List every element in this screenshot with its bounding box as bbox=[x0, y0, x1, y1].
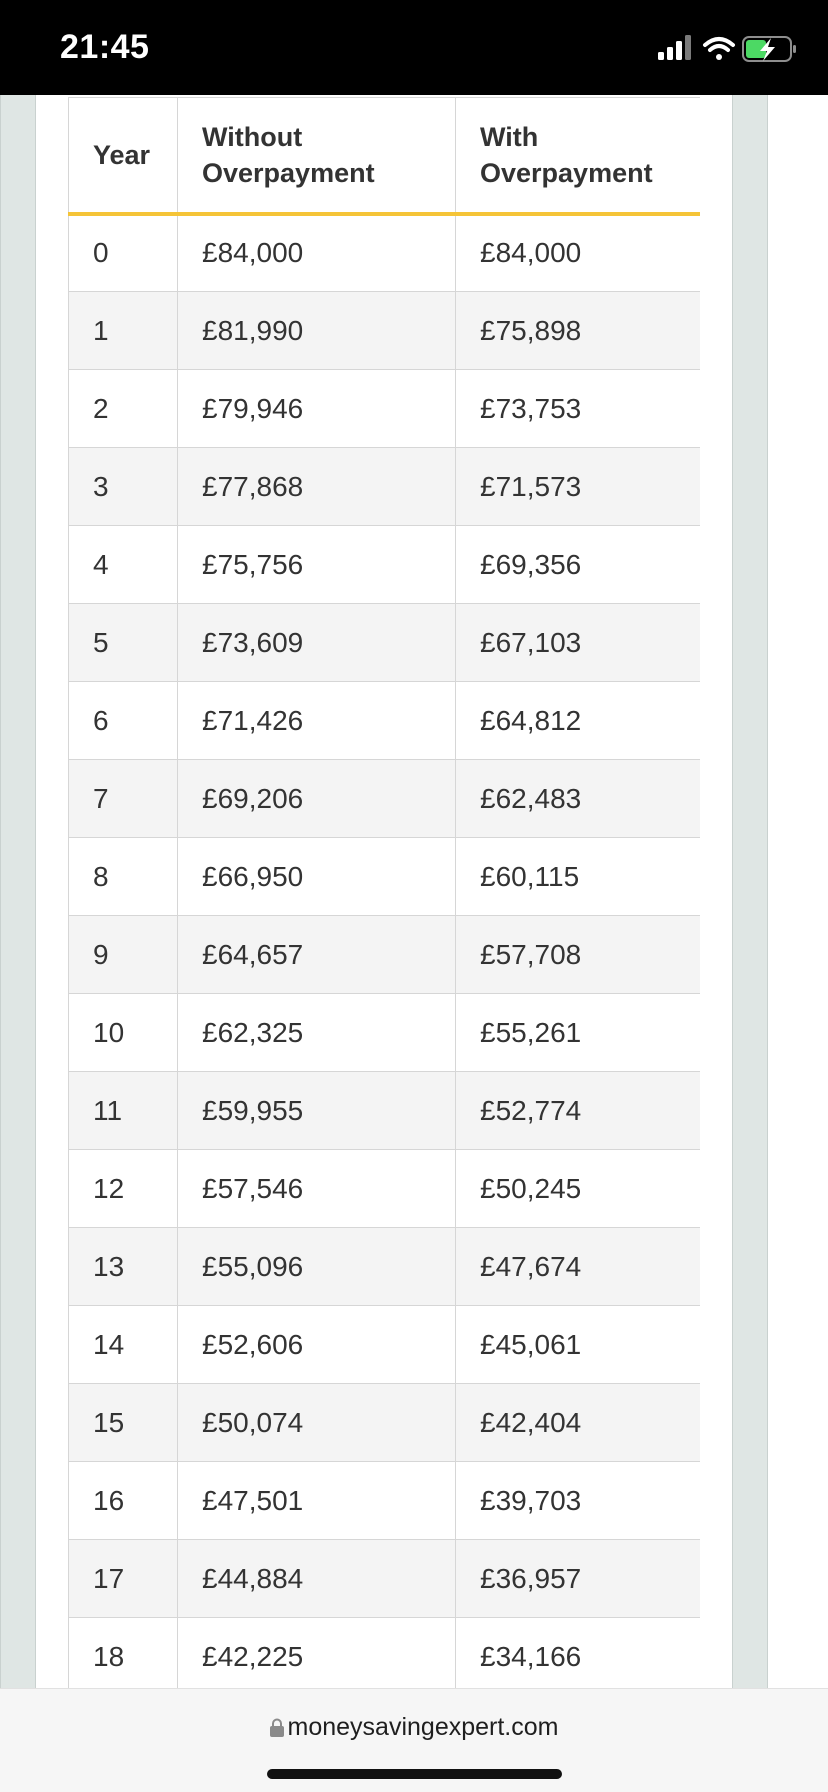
table-row bbox=[69, 448, 701, 526]
cell-year: 17 bbox=[69, 1540, 178, 1618]
cell-with: £71,573 bbox=[456, 448, 701, 526]
table-row bbox=[69, 1306, 701, 1384]
table-row bbox=[69, 994, 701, 1072]
cell-year: 0 bbox=[69, 214, 178, 292]
header-with-overpayment: With Overpayment bbox=[456, 98, 701, 214]
cell-with: £73,753 bbox=[456, 370, 701, 448]
battery-charging-icon bbox=[743, 37, 796, 61]
cell-year: 14 bbox=[69, 1306, 178, 1384]
table-row bbox=[69, 1072, 701, 1150]
cell-with: £52,774 bbox=[456, 1072, 701, 1150]
cell-without: £69,206 bbox=[178, 760, 456, 838]
cell-with: £47,674 bbox=[456, 1228, 701, 1306]
left-gutter bbox=[0, 95, 36, 1688]
table-row bbox=[69, 1384, 701, 1462]
table-row bbox=[69, 370, 701, 448]
cell-with: £57,708 bbox=[456, 916, 701, 994]
cell-with: £36,957 bbox=[456, 1540, 701, 1618]
table-row bbox=[69, 1228, 701, 1306]
cell-without: £81,990 bbox=[178, 292, 456, 370]
browser-url-bar[interactable] bbox=[0, 1688, 828, 1792]
overpayment-table-container[interactable] bbox=[68, 97, 700, 1688]
table-row bbox=[69, 526, 701, 604]
cell-without: £79,946 bbox=[178, 370, 456, 448]
cell-without: £57,546 bbox=[178, 1150, 456, 1228]
cell-with: £75,898 bbox=[456, 292, 701, 370]
cell-with: £34,166 bbox=[456, 1618, 701, 1689]
cell-year: 13 bbox=[69, 1228, 178, 1306]
cell-with: £62,483 bbox=[456, 760, 701, 838]
url-display[interactable] bbox=[0, 1713, 828, 1745]
cell-with: £55,261 bbox=[456, 994, 701, 1072]
cell-without: £55,096 bbox=[178, 1228, 456, 1306]
url-text[interactable]: moneysavingexpert.com bbox=[287, 1713, 559, 1741]
table-row bbox=[69, 604, 701, 682]
table-row bbox=[69, 760, 701, 838]
table-row bbox=[69, 682, 701, 760]
cell-year: 3 bbox=[69, 448, 178, 526]
status-time: 21:45 bbox=[60, 28, 150, 66]
table-row bbox=[69, 1618, 701, 1689]
table-row bbox=[69, 838, 701, 916]
cell-without: £47,501 bbox=[178, 1462, 456, 1540]
cell-year: 5 bbox=[69, 604, 178, 682]
cell-year: 18 bbox=[69, 1618, 178, 1689]
cell-with: £67,103 bbox=[456, 604, 701, 682]
status-bar bbox=[0, 0, 828, 95]
table-row bbox=[69, 916, 701, 994]
cell-without: £71,426 bbox=[178, 682, 456, 760]
right-gutter bbox=[732, 95, 768, 1688]
table-header-row bbox=[69, 98, 701, 214]
cell-with: £50,245 bbox=[456, 1150, 701, 1228]
cellular-signal-icon bbox=[658, 35, 691, 60]
cell-year: 10 bbox=[69, 994, 178, 1072]
cell-without: £42,225 bbox=[178, 1618, 456, 1689]
cell-year: 8 bbox=[69, 838, 178, 916]
table-row bbox=[69, 292, 701, 370]
cell-without: £59,955 bbox=[178, 1072, 456, 1150]
table-row bbox=[69, 1462, 701, 1540]
cell-without: £77,868 bbox=[178, 448, 456, 526]
cell-year: 16 bbox=[69, 1462, 178, 1540]
header-without-overpayment: Without Overpayment bbox=[178, 98, 456, 214]
cell-without: £84,000 bbox=[178, 214, 456, 292]
home-indicator[interactable] bbox=[267, 1769, 562, 1779]
lock-icon bbox=[270, 1716, 284, 1745]
cell-year: 12 bbox=[69, 1150, 178, 1228]
table-row bbox=[69, 214, 701, 292]
cell-with: £60,115 bbox=[456, 838, 701, 916]
cell-with: £69,356 bbox=[456, 526, 701, 604]
cell-without: £75,756 bbox=[178, 526, 456, 604]
cell-year: 7 bbox=[69, 760, 178, 838]
cell-without: £66,950 bbox=[178, 838, 456, 916]
cell-with: £45,061 bbox=[456, 1306, 701, 1384]
cell-without: £50,074 bbox=[178, 1384, 456, 1462]
cell-without: £73,609 bbox=[178, 604, 456, 682]
overpayment-table bbox=[68, 97, 700, 1688]
table-row bbox=[69, 1150, 701, 1228]
status-icons bbox=[658, 34, 798, 64]
cell-year: 11 bbox=[69, 1072, 178, 1150]
cell-with: £84,000 bbox=[456, 214, 701, 292]
cell-year: 6 bbox=[69, 682, 178, 760]
table-row bbox=[69, 1540, 701, 1618]
cell-with: £39,703 bbox=[456, 1462, 701, 1540]
cell-year: 1 bbox=[69, 292, 178, 370]
header-year: Year bbox=[69, 98, 178, 214]
cell-without: £62,325 bbox=[178, 994, 456, 1072]
cell-year: 15 bbox=[69, 1384, 178, 1462]
cell-with: £42,404 bbox=[456, 1384, 701, 1462]
cell-year: 9 bbox=[69, 916, 178, 994]
wifi-icon bbox=[705, 39, 733, 60]
cell-year: 2 bbox=[69, 370, 178, 448]
cell-year: 4 bbox=[69, 526, 178, 604]
cell-without: £44,884 bbox=[178, 1540, 456, 1618]
cell-with: £64,812 bbox=[456, 682, 701, 760]
cell-without: £52,606 bbox=[178, 1306, 456, 1384]
cell-without: £64,657 bbox=[178, 916, 456, 994]
